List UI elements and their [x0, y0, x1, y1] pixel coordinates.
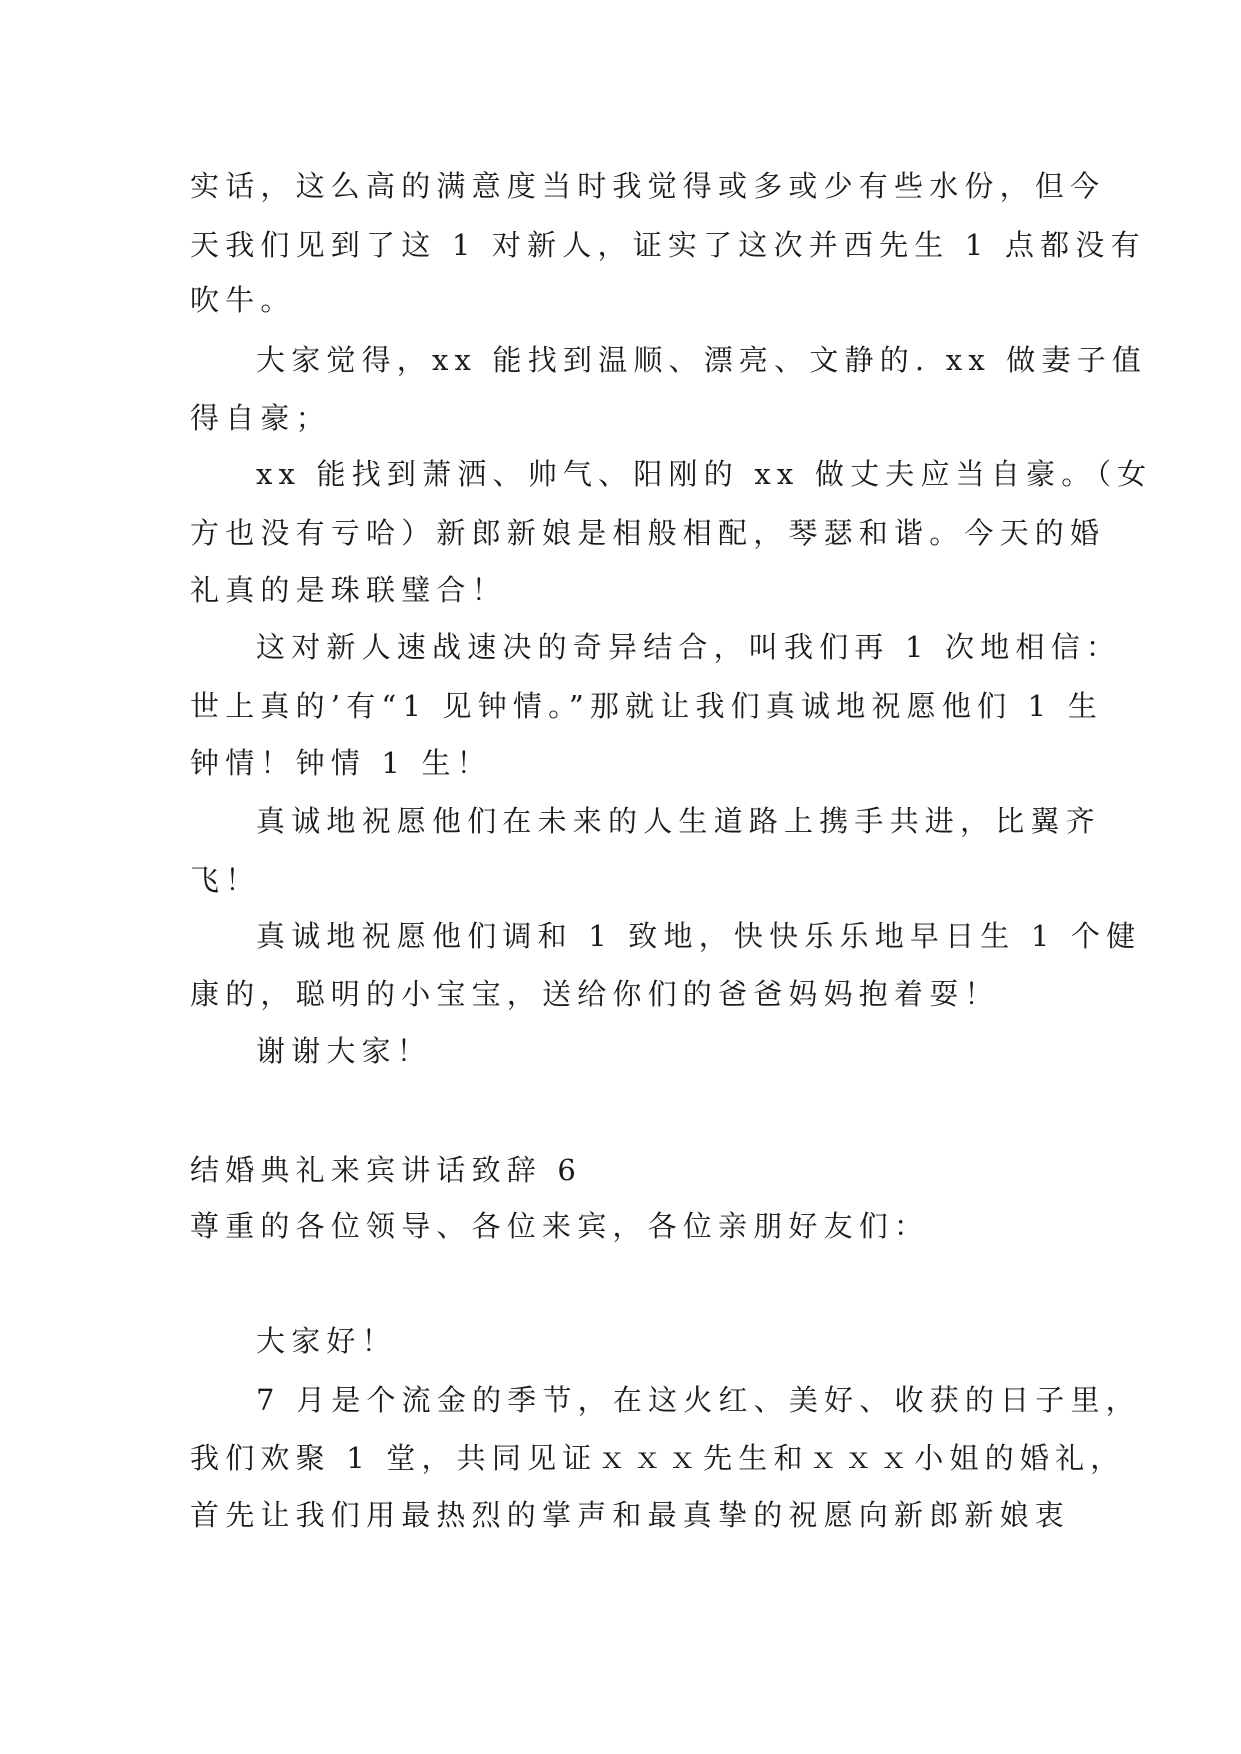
- text-line: 世上真的’有“1 见钟情。”那就让我们真诚地祝愿他们 1 生: [190, 689, 1103, 723]
- text-line: 方也没有亏哈）新郎新娘是相般相配，琴瑟和谐。今天的婚: [190, 516, 1106, 550]
- paragraph-start: 真诚地祝愿他们调和 1 致地，快快乐乐地早日生 1 个健: [256, 919, 1142, 953]
- paragraph-start: 7 月是个流金的季节，在这火红、美好、收获的日子里，: [256, 1383, 1141, 1417]
- text-line: 我们欢聚 1 堂，共同见证ｘｘｘ先生和ｘｘｘ小姐的婚礼，: [190, 1441, 1126, 1475]
- paragraph-start: xx 能找到萧洒、帅气、阳刚的 xx 做丈夫应当自豪。（女: [256, 457, 1153, 491]
- text-line: 实话，这么高的满意度当时我觉得或多或少有些水份，但今: [190, 169, 1106, 203]
- text-line: 吹牛。: [190, 283, 296, 317]
- text-line: 礼真的是珠联璧合！: [190, 573, 507, 607]
- text-line: 首先让我们用最热烈的掌声和最真挚的祝愿向新郎新娘衷: [190, 1498, 1071, 1532]
- greeting: 大家好！: [256, 1324, 397, 1358]
- text-line: 飞！: [190, 863, 261, 897]
- salutation: 尊重的各位领导、各位来宾，各位亲朋好友们：: [190, 1209, 930, 1243]
- section-heading: 结婚典礼来宾讲话致辞 6: [190, 1153, 583, 1187]
- paragraph-start: 大家觉得，xx 能找到温顺、漂亮、文静的. xx 做妻子值: [256, 343, 1148, 377]
- text-line: 得自豪；: [190, 401, 331, 435]
- paragraph-start: 这对新人速战速决的奇异结合，叫我们再 1 次地相信：: [256, 630, 1122, 664]
- paragraph-start: 真诚地祝愿他们在未来的人生道路上携手共进，比翼齐: [256, 804, 1101, 838]
- paragraph-start: 谢谢大家！: [256, 1034, 433, 1068]
- text-line: 康的，聪明的小宝宝，送给你们的爸爸妈妈抱着耍！: [190, 977, 1000, 1011]
- text-line: 天我们见到了这 1 对新人，证实了这次并西先生 1 点都没有: [190, 228, 1146, 262]
- text-line: 钟情！钟情 1 生！: [190, 746, 492, 780]
